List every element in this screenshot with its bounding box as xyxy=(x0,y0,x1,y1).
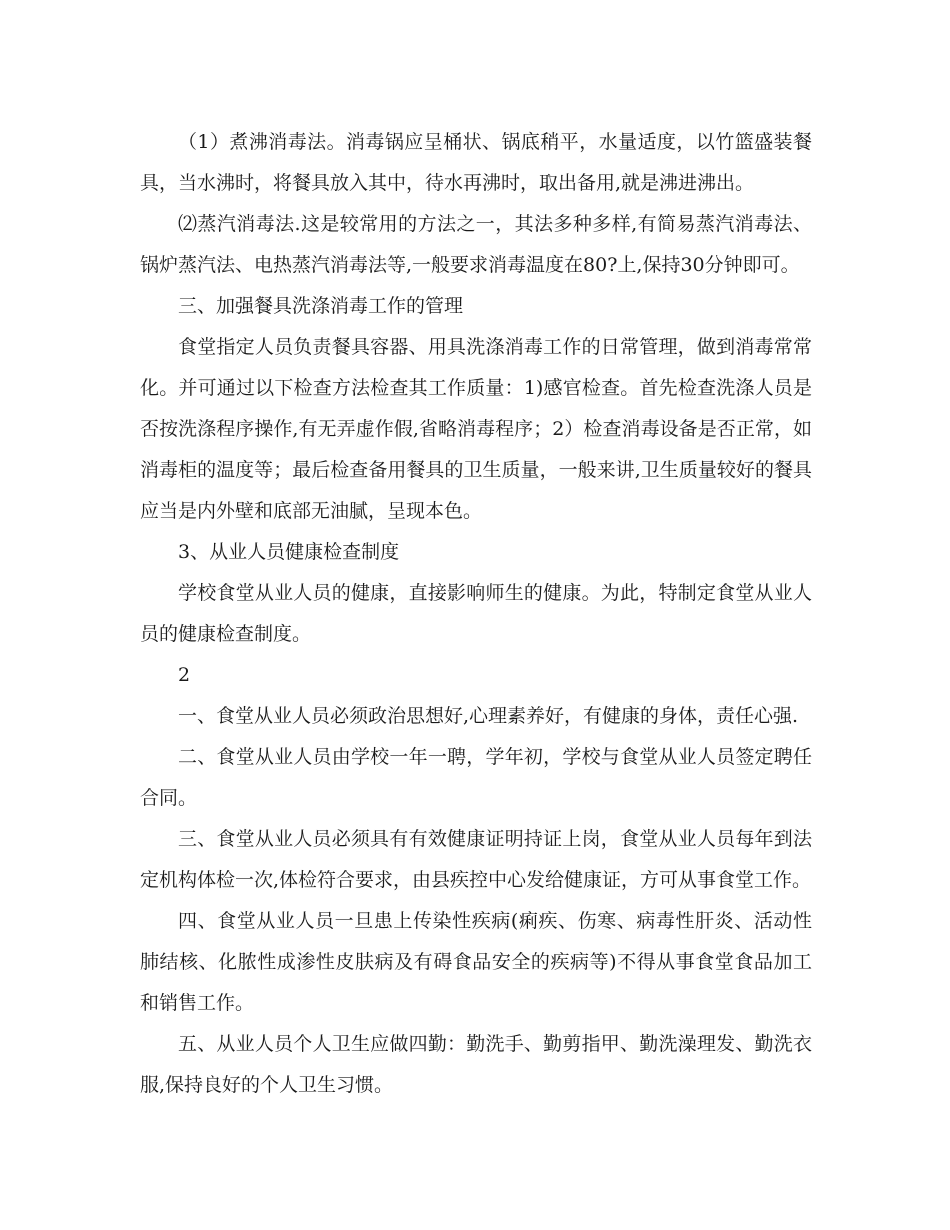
paragraph-tableware-management: 食堂指定人员负责餐具容器、用具洗涤消毒工作的日常管理，做到消毒常常化。并可通过以下检查方法检查其工作质量：1)感官检查。首先检查洗涤人员是否按洗涤程序操作,有无弄虚作假,省略消毒程序；2）检查消毒设备是否正常，如消毒柜的温度等；最后检查备用餐具的卫生质量，一般来讲,卫生质量较好的餐具应当是内外壁和底部无油腻，呈现本色。 xyxy=(140,336,812,522)
paragraph-rule-3: 三、食堂从业人员必须具有有效健康证明持证上岗，食堂从业人员每年到法定机构体检一次,体检符合要求，由县疾控中心发给健康证，方可从事食堂工作。 xyxy=(140,828,812,891)
paragraph-steam-disinfection: ⑵蒸汽消毒法.这是较常用的方法之一，其法多种多样,有简易蒸汽消毒法、锅炉蒸汽法、电热蒸汽消毒法等,一般要求消毒温度在80?上,保持30分钟即可。 xyxy=(140,213,812,276)
paragraph-boiling-disinfection: （1）煮沸消毒法。消毒锅应呈桶状、锅底稍平，水量适度，以竹篮盛装餐具，当水沸时，将餐具放入其中，待水再沸时，取出备用,就是沸进沸出。 xyxy=(140,131,812,194)
heading-tableware-management: 三、加强餐具洗涤消毒工作的管理 xyxy=(178,295,464,317)
paragraph-rule-5: 五、从业人员个人卫生应做四勤：勤洗手、勤剪指甲、勤洗澡理发、勤洗衣服,保持良好的个人卫生习惯。 xyxy=(140,1033,812,1096)
paragraph-rule-4: 四、食堂从业人员一旦患上传染性疾病(痢疾、伤寒、病毒性肝炎、活动性肺结核、化脓性成渗性皮肤病及有碍食品安全的疾病等)不得从事食堂食品加工和销售工作。 xyxy=(140,910,812,1014)
paragraph-rule-2: 二、食堂从业人员由学校一年一聘，学年初，学校与食堂从业人员签定聘任合同。 xyxy=(140,746,812,809)
heading-health-check-system: 3、从业人员健康检查制度 xyxy=(178,541,400,563)
page-number: 2 xyxy=(178,664,191,686)
paragraph-rule-1: 一、食堂从业人员必须政治思想好,心理素养好，有健康的身体，责任心强. xyxy=(178,705,799,727)
paragraph-health-check-intro: 学校食堂从业人员的健康，直接影响师生的健康。为此，特制定食堂从业人员的健康检查制度。 xyxy=(140,582,812,645)
